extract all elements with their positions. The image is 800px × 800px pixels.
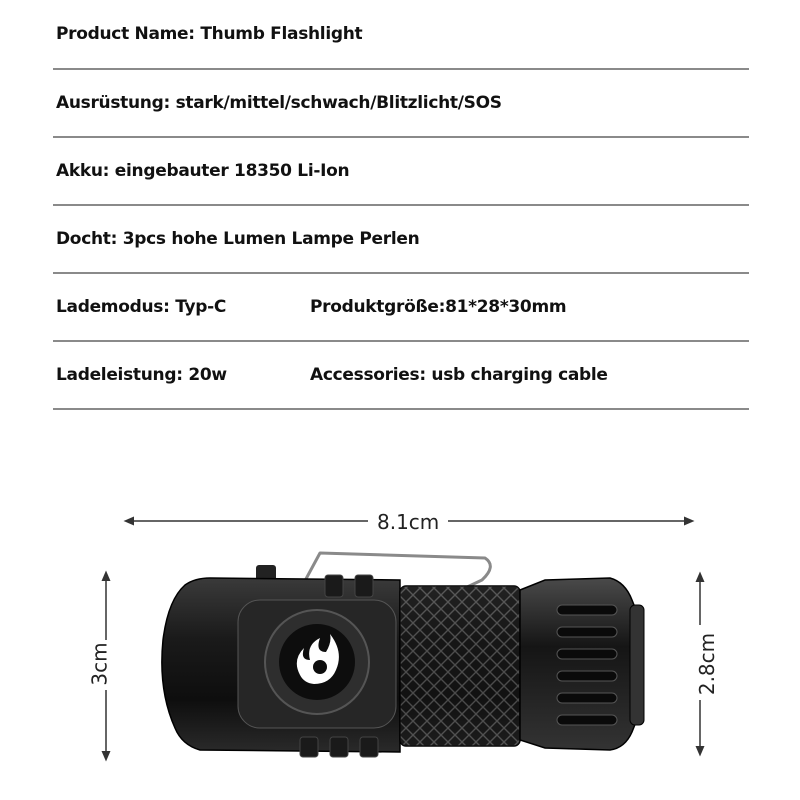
charge-mode-text: Lademodus: Typ-C bbox=[56, 297, 227, 317]
height-label: 3cm bbox=[87, 642, 112, 686]
spec-row-charge-power bbox=[53, 342, 749, 410]
product-name-text: Product Name: Thumb Flashlight bbox=[56, 24, 363, 44]
accessories-text: Accessories: usb charging cable bbox=[310, 365, 608, 385]
length-label: 8.1cm bbox=[377, 510, 440, 534]
spec-row-charge-mode bbox=[53, 274, 749, 342]
battery-text: Akku: eingebauter 18350 Li-Ion bbox=[56, 161, 350, 181]
flame-logo-button bbox=[265, 610, 369, 714]
spec-row-equipment bbox=[53, 70, 749, 138]
equipment-text: Ausrüstung: stark/mittel/schwach/Blitzlicht/SOS bbox=[56, 93, 502, 113]
spec-row-battery bbox=[53, 138, 749, 206]
product-size-text: Produktgröße:81*28*30mm bbox=[310, 297, 567, 317]
charge-power-text: Ladeleistung: 20w bbox=[56, 365, 227, 385]
spec-table bbox=[53, 0, 749, 410]
lens-bezel bbox=[630, 605, 644, 725]
spec-row-product-name bbox=[53, 0, 749, 70]
spec-row-wick bbox=[53, 206, 749, 274]
flashlight-figure bbox=[0, 480, 800, 800]
wick-text: Docht: 3pcs hohe Lumen Lampe Perlen bbox=[56, 229, 420, 249]
head-diameter-label: 2.8cm bbox=[695, 632, 720, 696]
